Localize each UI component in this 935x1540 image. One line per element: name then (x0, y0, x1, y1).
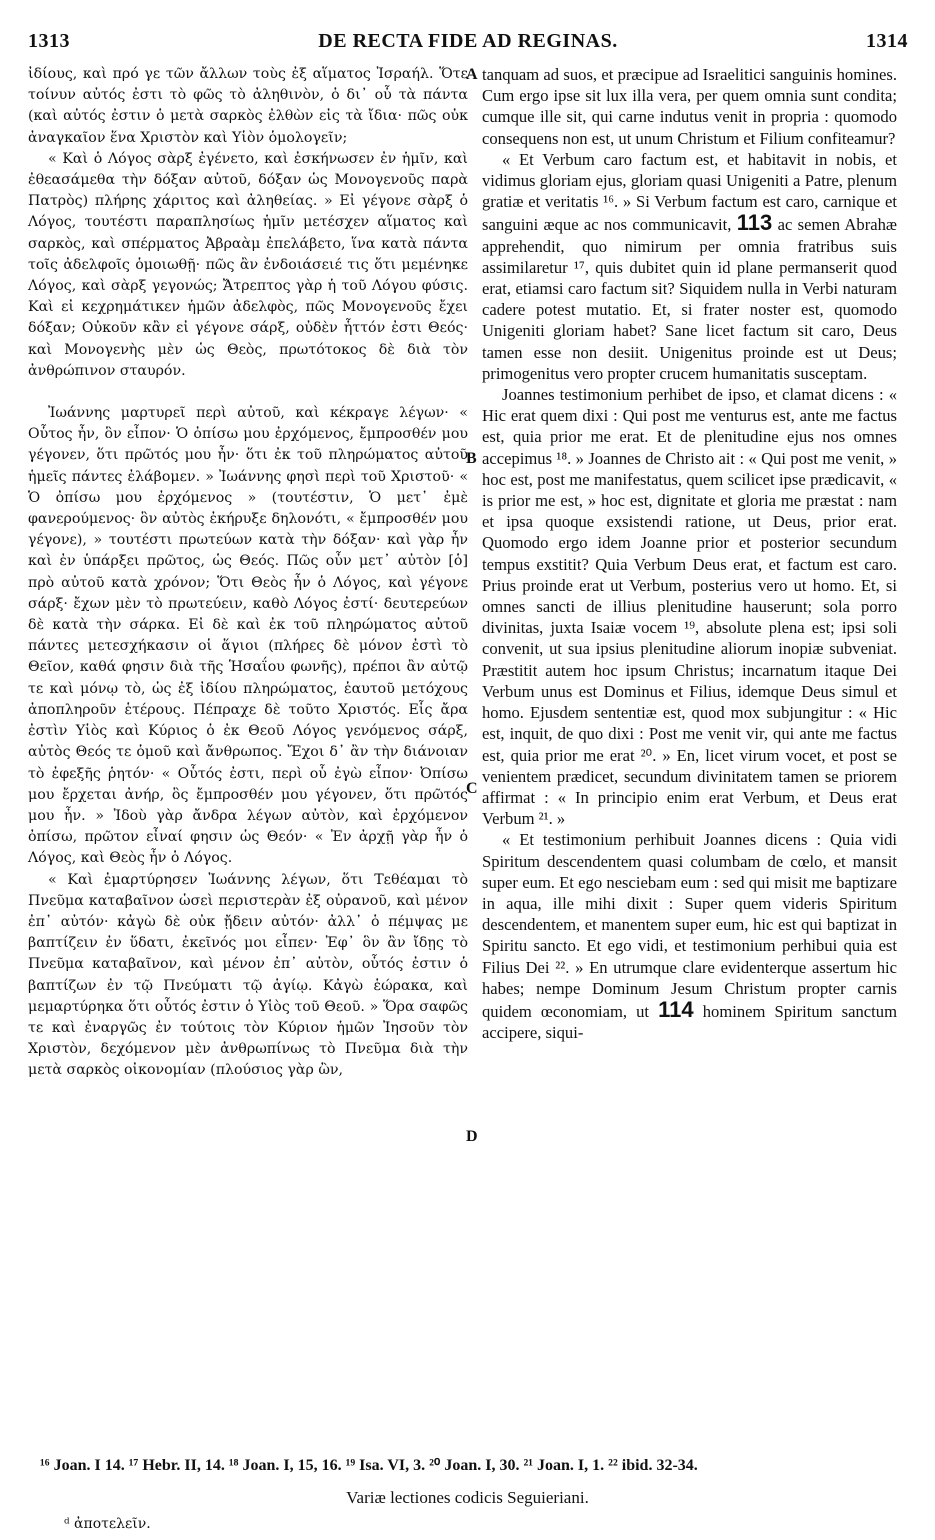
latin-paragraph-1: tanquam ad suos, et præcipue ad Israelitici sanguinis homines. Cum ergo ipse sit lux illa vera, per quem omnia sunt condita; cumque ille sit, qui carne indutus venit in propria : quomodo consequens non est, ut unum Christum et Filium confiteamur? (482, 65, 897, 148)
latin-paragraph-2a: « Et Verbum caro factum est, et habitavit in nobis, et vidimus gloriam ejus, gloriam quasi Unigeniti a Patre, plenum gratiæ et veritatis ¹⁶. » Si Verbum factum est caro, carnique et sanguini æque ac nos communicavit, (482, 149, 897, 235)
page-number-left: 1313 (28, 30, 70, 52)
greek-paragraph-3: Ἰωάννης μαρτυρεῖ περὶ αὐτοῦ, καὶ κέκραγε λέγων· « Οὗτος ἦν, ὃν εἶπον· Ὁ ὀπίσω μου ἐρχόμενος, ἔμπροσθέν μου γέγονεν, ὅτι πρῶτός μου ἦν· ὅτι ἐκ τοῦ πληρώματος αὐτοῦ ἡμεῖς πάντες ἐλάβομεν. » Ἰωάννης φησὶ περὶ τοῦ Χριστοῦ· « Ὁ ὀπίσω μου ἐρχόμενος » (τουτέστιν, Ὁ μετ᾽ ἐμὲ φανερούμενος· ὃν αὐτὸς ἐκήρυξε δηλονότι, « ἔμπροσθέν μου γέγονε), » τουτέστι πρωτεύων κατὰ τὴν δόξαν· καὶ γὰρ ἦν καὶ ἐν ὑπάρξει πρῶτος, ὡς Θεός. Πῶς οὖν μετ᾽ αὐτὸν [ὁ] πρὸ αὐτοῦ κατὰ χρόνον; Ὅτι Θεὸς ἦν ὁ Λόγος, καὶ γέγονε σάρξ· ἔχων μὲν τὸ πρωτεύειν, καθὸ Λόγος ἐστί· δευτερεύων δὲ κατὰ τὴν σάρκα. Εἰ δὲ καὶ ἐκ τοῦ πληρώματος αὐτοῦ πάντες μετεσχήκασιν οἱ ἅγιοι (πλήρες δὲ μόνον ἐστὶ τὸ Θεῖον, καθά φησιν διὰ τῆς Ἡσαΐου φωνῆς), πρέποι ἂν αὐτῷ τε καὶ μόνῳ τὸ, ὡς ἐξ ἰδίου πληρώματος, ἑαυτοῦ μετόχους ἀποπληροῦν ἑτέρους. Πέπραχε δὲ τοῦτο Χριστός. Εἷς ἄρα ἐστὶν Υἱὸς καὶ Κύριος ὁ ἐκ Θεοῦ Λόγος γενόμενος σάρξ, αὐτὸς Θεός τε ὁμοῦ καὶ ἄνθρωπος. Ἔχοι δ᾽ ἂν τὴν διάνοιαν τὸ ἐφεξῆς ῥητόν· « Οὗτός ἐστι, περὶ οὗ ἐγὼ εἶπον· Ὀπίσω μου ἔρχεται ἀνήρ, ὃς ἔμπροσθέν μου γέγονεν, ὅτι πρῶτός μου ἦν. » Ἰδοὺ γὰρ ἄνδρα λέγων αὐτὸν, καὶ ἐρχόμενον ὀπίσω, πρῶτον εἶναί φησιν ὡς Θεόν· « Ἐν ἀρχῇ γὰρ ἦν ὁ Λόγος, καὶ Θεὸς ἦν ὁ Λόγος. (28, 405, 468, 867)
latin-paragraph-4b: hominem Spiritum sanctum accipere, siqui- (482, 1001, 897, 1043)
latin-paragraph-3: Joannes testimonium perhibet de ipso, et clamat dicens : « Hic erat quem dixi : Qui post me venturus est, ante me factus est, quia prior me erat. Et de plenitudine ejus nos omnes accepimus ¹⁸. » Joannes de Christo ait : « Qui post me venit, » hoc est, post me manifestatus, quem scilicet ipse prædicavit, « is prior me est, » hoc est, dignitate et gloria me præstat : nam et ipsa quoque exsistendi ratione, ut Deus, prior erat. Quomodo ergo idem Joanne prior et posterior secundum tempus exstitit? Quia Verbum Deus erat, et factum est caro. Prius proinde erat ut Verbum, posterius vero ut homo. Et, si omnes sancti de illius plenitudine hauserunt; sola porro divinitas, juxta Isaiæ vocem ¹⁹, absolute plena est; ipsi soli convenit, ut sua ipsius plenitudine aliorum inopiæ subveniat. Præstitit autem hoc ipsum Christus; incarnatum itaque Dei Verbum unus est Dominus et Filius, idemque Deus simul et homo. Ejusdem sententiæ est, quod mox subjungitur : « Hic est, inquit, de quo dixi : Post me venit vir, qui ante me factus est, quia prior me erat ²⁰. » En, licet virum vocet, et post se venientem prædicet, secundum divinitatem tamen se priorem affirmat : « In principio enim erat Verbum, et Deus erat Verbum ²¹. » (482, 385, 897, 829)
greek-paragraph-4: « Καὶ ἐμαρτύρησεν Ἰωάννης λέγων, ὅτι Τεθέαμαι τὸ Πνεῦμα καταβαῖνον ὡσεὶ περιστερὰν ἐξ οὐρανοῦ, καὶ μένον ἐπ᾽ αὐτόν· κἀγὼ δὲ οὐκ ᾔδειν αὐτόν· ἀλλ᾽ ὁ πέμψας με βαπτίζειν ἐν ὕδατι, ἐκεῖνός μοι εἶπεν· Ἐφ᾽ ὃν ἂν ἴδῃς τὸ Πνεῦμα καταβαῖνον, καὶ μένον ἐπ᾽ αὐτὸν, οὗτός ἐστιν ὁ βαπτίζων ἐν τῷ Πνεύματι τῷ ἁγίῳ. Κἀγὼ ἑώρακα, καὶ μεμαρτύρηκα ὅτι οὗτός ἐστιν ὁ Υἱὸς τοῦ Θεοῦ. » Ὅρα σαφῶς τε καὶ ἐναργῶς ἐν τούτοις τὸν Κύριον ἡμῶν Ἰησοῦν τὸν Χριστὸν, δεχόμενον μὲν ἀνθρωπίνως τὸ Πνεῦμα διὰ τὴν μετὰ σαρκὸς οἰκονομίαν (πλούσιος γὰρ ὢν, (28, 871, 468, 1079)
margin-letter-b: B (466, 450, 477, 467)
latin-paragraph-2b: ac semen Abrahæ apprehendit, quo nimirum per omnia fratribus suis assimilaretur ¹⁷, quis dubitet quin id plane permanserit quod erat, etiamsi caro factum sit? Siquidem nulla in Verbi naturam cadere potest mutatio. Et, si frater noster est, quomodo Unigeniti gloriam habet? Sane licet factum sit caro, Deus tamen esse non desiit. Unigenitus proinde est ut Deus; primogenitus vero propter crucem humanitatis susceptam. (482, 215, 897, 383)
column-number-114: 114 (658, 996, 694, 1022)
latin-paragraph-2 (482, 149, 897, 384)
greek-column (28, 64, 468, 1082)
page-number-right: 1314 (866, 30, 908, 52)
variae-lectiones-title: Variæ lectiones codicis Seguieriani. (346, 1488, 589, 1507)
footnotes: ¹⁶ Joan. I 14. ¹⁷ Hebr. II, 14. ¹⁸ Joan. I, 15, 16. ¹⁹ Isa. VI, 3. ²⁰ Joan. I, 30. ²¹ Joan. I, 1. ²² ibid. 32-34. (40, 1457, 698, 1474)
greek-paragraph-2: « Καὶ ὁ Λόγος σὰρξ ἐγένετο, καὶ ἐσκήνωσεν ἐν ἡμῖν, καὶ ἐθεασάμεθα τὴν δόξαν αὐτοῦ, δόξαν ὡς Μονογενοῦς παρὰ Πατρὸς) πλήρης χάριτος καὶ ἀληθείας. » Εἰ γέγονε σὰρξ ὁ Λόγος, τουτέστι παραπλησίως ἡμῖν μετέσχεν αἵματος καὶ σαρκὸς, καὶ σπέρματος Ἀβραὰμ ἐπελάβετο, ἵνα κατὰ πάντα τοῖς ἀδελφοῖς ὁμοιωθῇ· πῶς ἂν ἐνδοιάσειέ τις ὅτι μεμένηκε Λόγος, καὶ σὰρξ γεγονώς; Ἄτρεπτος γὰρ ἡ τοῦ Λόγου φύσις. Καὶ εἰ κεχρημάτικεν ἡμῶν ἀδελφὸς, πῶς Μονογενοῦς ἔχει δόξαν; Οὐκοῦν κἂν εἰ γέγονε σάρξ, οὐδὲν ἧττόν ἐστι Θεός· καὶ Μονογενὴς μὲν ὡς Θεὸς, πρωτότοκος δὲ διὰ τὸν ἀνθρώπινον σταυρόν. (28, 150, 468, 379)
margin-letter-c: C (466, 780, 478, 797)
margin-letter-a: A (466, 66, 478, 83)
margin-letter-d: D (466, 1128, 478, 1145)
variant-note-d: ᵈ ἀποτελεῖν. (64, 1516, 151, 1532)
running-title: DE RECTA FIDE AD REGINAS. (318, 30, 618, 52)
latin-paragraph-4 (482, 829, 897, 1043)
latin-column (482, 64, 897, 1043)
latin-paragraph-4a: « Et testimonium perhibuit Joannes dicens : Quia vidi Spiritum descendentem quasi columbam de cœlo, et mansit super eum. Et ego nesciebam eum : sed qui misit me baptizare in aqua, ille mihi dixit : Super quem videris Spiritum descendentem, et manentem super eum, hic est qui baptizat in Spiritu sancto. Et ego vidi, et testimonium perhibui quia est Filius Dei ²². » En utrumque clare evidenterque assertum hic habes; nempe Dominum Jesum Christum propter carnis quidem œconomiam, ut (482, 830, 897, 1021)
greek-paragraph-1: ἰδίους, καὶ πρό γε τῶν ἄλλων τοὺς ἐξ αἵματος Ἰσραήλ. Ὅτε τοίνυν αὐτός ἐστι τὸ φῶς τὸ ἀληθινὸν, ὁ δι᾽ οὗ τὰ πάντα (καὶ αὐτός ἐστιν ὁ μετὰ σαρκὸς ἐλθὼν εἰς τὰ ἴδια· πῶς οὐκ ἀναγκαῖον ἕνα Χριστὸν καὶ Υἱὸν ὁμολογεῖν; (28, 66, 468, 146)
page-header (28, 30, 908, 60)
column-number-113: 113 (736, 210, 773, 236)
